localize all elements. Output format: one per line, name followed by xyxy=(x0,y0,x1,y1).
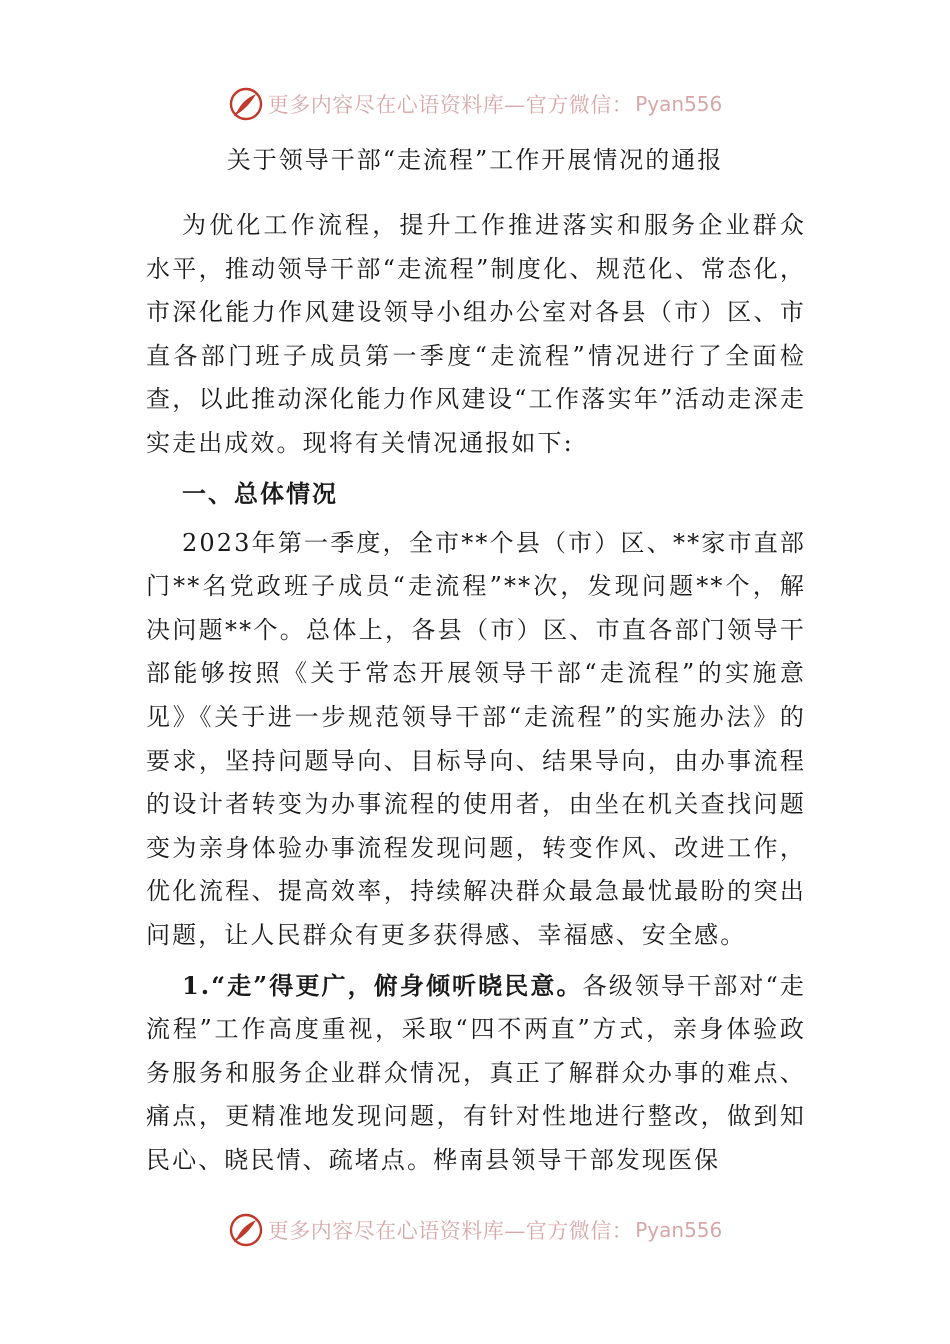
overall-paragraph: 2023年第一季度，全市**个县（市）区、**家市直部门**名党政班子成员“走流程”**次，发现问题**个，解决问题**个。总体上，各县（市）区、市直各部门领导干部能够按照《关于常态开展领导干部“走流程”的实施意见》《关于进一步规范领导干部“走流程”的实施办法》的要求，坚持问题导向、目标导向、结果导向，由办事流程的设计者转变为办事流程的使用者，由坐在机关查找问题变为亲身体验办事流程发现问题，转变作风、改进工作，优化流程、提高效率，持续解决群众最急最忧最盼的突出问题，让人民群众有更多获得感、幸福感、安全感。 xyxy=(146,528,806,949)
pen-logo-icon xyxy=(228,86,264,122)
section-heading-overall: 一、总体情况 xyxy=(182,479,338,508)
watermark-banner-top xyxy=(0,82,950,126)
pen-logo-icon xyxy=(228,1212,264,1248)
watermark-wechat-id: Pyan556 xyxy=(635,92,723,116)
document-body xyxy=(146,204,806,1182)
point-1-lead: 1.“走”得更广，俯身倾听晓民意。 xyxy=(182,970,583,1000)
intro-paragraph: 为优化工作流程，提升工作推进落实和服务企业群众水平，推动领导干部“走流程”制度化、规范化、常态化，市深化能力作风建设领导小组办公室对各县（市）区、市直各部门班子成员第一季度“走流程”情况进行了全面检查，以此推动深化能力作风建设“工作落实年”活动走深走实走出成效。现将有关情况通报如下: xyxy=(146,211,806,457)
point-1-body: 各级领导干部对“走流程”工作高度重视，采取“四不两直”方式，亲身体验政务服务和服务企业群众情况，真正了解群众办事的难点、痛点，更精准地发现问题，有针对性地进行整改，做到知民心、晓民情、疏堵点。桦南县领导干部发现医保 xyxy=(146,971,806,1174)
watermark-wechat-id: Pyan556 xyxy=(635,1218,723,1242)
watermark-text: 更多内容尽在心语资料库—官方微信： xyxy=(267,93,634,117)
point-1-paragraph xyxy=(146,964,806,1183)
watermark-text: 更多内容尽在心语资料库—官方微信： xyxy=(267,1219,634,1243)
document-title: 关于领导干部“走流程”工作开展情况的通报 xyxy=(226,146,724,174)
watermark-banner-bottom xyxy=(0,1208,950,1252)
